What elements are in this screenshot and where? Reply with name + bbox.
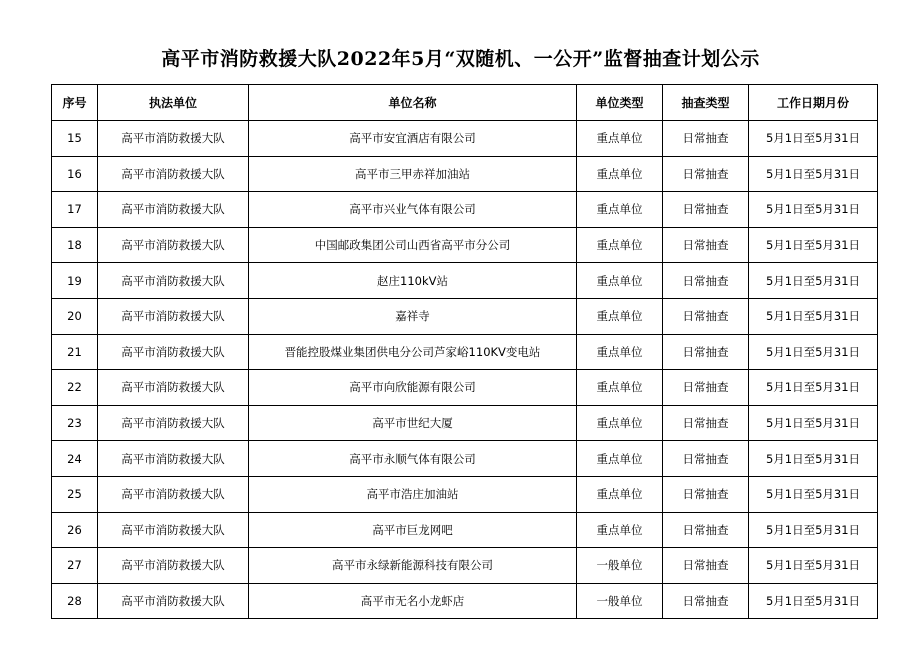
cell-check-type: 日常抽查 [663, 548, 749, 584]
table-row [52, 548, 878, 584]
cell-unit-name: 高平市安宜酒店有限公司 [249, 121, 577, 157]
cell-number: 17 [52, 192, 98, 228]
table-row [52, 583, 878, 619]
cell-number: 18 [52, 227, 98, 263]
table-row [52, 192, 878, 228]
cell-enforcer: 高平市消防救援大队 [98, 121, 249, 157]
cell-period: 5月1日至5月31日 [749, 441, 878, 477]
cell-unit-type: 重点单位 [577, 441, 663, 477]
cell-number: 24 [52, 441, 98, 477]
column-header-number: 序号 [52, 85, 98, 121]
cell-period: 5月1日至5月31日 [749, 583, 878, 619]
cell-check-type: 日常抽查 [663, 263, 749, 299]
cell-unit-type: 重点单位 [577, 405, 663, 441]
cell-unit-type: 一般单位 [577, 583, 663, 619]
cell-unit-name: 中国邮政集团公司山西省高平市分公司 [249, 227, 577, 263]
cell-enforcer: 高平市消防救援大队 [98, 583, 249, 619]
cell-check-type: 日常抽查 [663, 476, 749, 512]
cell-enforcer: 高平市消防救援大队 [98, 512, 249, 548]
cell-unit-type: 重点单位 [577, 121, 663, 157]
cell-unit-name: 高平市世纪大厦 [249, 405, 577, 441]
cell-unit-type: 重点单位 [577, 192, 663, 228]
cell-enforcer: 高平市消防救援大队 [98, 192, 249, 228]
cell-unit-name: 晋能控股煤业集团供电分公司芦家峪110KV变电站 [249, 334, 577, 370]
cell-enforcer: 高平市消防救援大队 [98, 298, 249, 334]
cell-number: 22 [52, 370, 98, 406]
column-header-enforcer: 执法单位 [98, 85, 249, 121]
cell-check-type: 日常抽查 [663, 512, 749, 548]
cell-period: 5月1日至5月31日 [749, 227, 878, 263]
cell-unit-type: 一般单位 [577, 548, 663, 584]
table-row [52, 121, 878, 157]
cell-check-type: 日常抽查 [663, 156, 749, 192]
cell-number: 26 [52, 512, 98, 548]
cell-period: 5月1日至5月31日 [749, 512, 878, 548]
cell-number: 20 [52, 298, 98, 334]
cell-period: 5月1日至5月31日 [749, 370, 878, 406]
page-title: 高平市消防救援大队2022年5月“双随机、一公开”监督抽查计划公示 [161, 48, 760, 70]
cell-unit-name: 高平市永绿新能源科技有限公司 [249, 548, 577, 584]
cell-period: 5月1日至5月31日 [749, 121, 878, 157]
cell-period: 5月1日至5月31日 [749, 476, 878, 512]
cell-check-type: 日常抽查 [663, 298, 749, 334]
table-row [52, 405, 878, 441]
cell-unit-type: 重点单位 [577, 227, 663, 263]
cell-enforcer: 高平市消防救援大队 [98, 548, 249, 584]
cell-enforcer: 高平市消防救援大队 [98, 441, 249, 477]
column-header-unit-type: 单位类型 [577, 85, 663, 121]
table-row [52, 370, 878, 406]
cell-number: 19 [52, 263, 98, 299]
table-row [52, 298, 878, 334]
cell-unit-name: 高平市浩庄加油站 [249, 476, 577, 512]
cell-check-type: 日常抽查 [663, 441, 749, 477]
column-header-check-type: 抽查类型 [663, 85, 749, 121]
cell-unit-name: 高平市永顺气体有限公司 [249, 441, 577, 477]
cell-unit-name: 高平市兴业气体有限公司 [249, 192, 577, 228]
cell-unit-type: 重点单位 [577, 298, 663, 334]
cell-check-type: 日常抽查 [663, 121, 749, 157]
cell-unit-type: 重点单位 [577, 512, 663, 548]
cell-period: 5月1日至5月31日 [749, 298, 878, 334]
cell-number: 25 [52, 476, 98, 512]
table-row [52, 476, 878, 512]
cell-number: 16 [52, 156, 98, 192]
inspection-plan-table [51, 84, 878, 619]
cell-period: 5月1日至5月31日 [749, 548, 878, 584]
cell-period: 5月1日至5月31日 [749, 263, 878, 299]
cell-enforcer: 高平市消防救援大队 [98, 405, 249, 441]
table-row [52, 156, 878, 192]
cell-unit-name: 高平市无名小龙虾店 [249, 583, 577, 619]
cell-enforcer: 高平市消防救援大队 [98, 476, 249, 512]
cell-number: 21 [52, 334, 98, 370]
cell-number: 15 [52, 121, 98, 157]
cell-period: 5月1日至5月31日 [749, 156, 878, 192]
cell-unit-type: 重点单位 [577, 476, 663, 512]
cell-unit-name: 高平市向欣能源有限公司 [249, 370, 577, 406]
cell-check-type: 日常抽查 [663, 334, 749, 370]
table-row [52, 227, 878, 263]
cell-unit-type: 重点单位 [577, 156, 663, 192]
cell-number: 23 [52, 405, 98, 441]
cell-check-type: 日常抽查 [663, 192, 749, 228]
cell-unit-name: 高平市巨龙网吧 [249, 512, 577, 548]
cell-enforcer: 高平市消防救援大队 [98, 370, 249, 406]
cell-unit-name: 高平市三甲赤祥加油站 [249, 156, 577, 192]
table-row [52, 263, 878, 299]
cell-number: 27 [52, 548, 98, 584]
cell-period: 5月1日至5月31日 [749, 192, 878, 228]
cell-check-type: 日常抽查 [663, 405, 749, 441]
table-row [52, 441, 878, 477]
cell-period: 5月1日至5月31日 [749, 334, 878, 370]
table-header-row [52, 85, 878, 121]
cell-enforcer: 高平市消防救援大队 [98, 334, 249, 370]
cell-check-type: 日常抽查 [663, 583, 749, 619]
cell-check-type: 日常抽查 [663, 227, 749, 263]
cell-enforcer: 高平市消防救援大队 [98, 156, 249, 192]
column-header-period: 工作日期月份 [749, 85, 878, 121]
cell-enforcer: 高平市消防救援大队 [98, 263, 249, 299]
table-row [52, 334, 878, 370]
cell-enforcer: 高平市消防救援大队 [98, 227, 249, 263]
column-header-unit-name: 单位名称 [249, 85, 577, 121]
cell-period: 5月1日至5月31日 [749, 405, 878, 441]
table-row [52, 512, 878, 548]
cell-unit-type: 重点单位 [577, 263, 663, 299]
cell-check-type: 日常抽查 [663, 370, 749, 406]
cell-unit-name: 赵庄110kV站 [249, 263, 577, 299]
cell-number: 28 [52, 583, 98, 619]
cell-unit-name: 嘉祥寺 [249, 298, 577, 334]
cell-unit-type: 重点单位 [577, 370, 663, 406]
cell-unit-type: 重点单位 [577, 334, 663, 370]
